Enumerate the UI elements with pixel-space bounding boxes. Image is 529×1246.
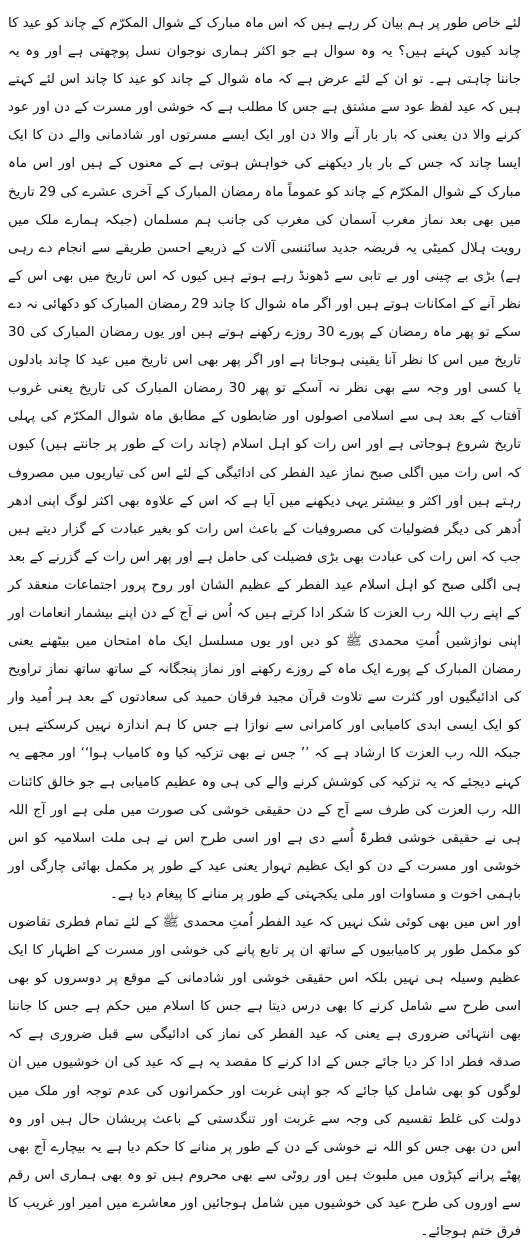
article-paragraph-2: اور اس میں بھی کوئی شک نہیں کہ عید الفطر اُمتِ محمدی ﷺ کے لئے تمام فطری تقاضوں کو مکمل طور پر کامیابیوں کے ساتھ ان پر تابع پانے کی خوشی اور مسرت کے اظہار کا ایک عظیم وسیلہ ہی نہیں بلکہ اس حقیقی خوشی اور شادمانی کے موقع پر دوسروں کو بھی اسی طرح سے شامل کرنے کا بھی درس دیتا ہے جس کا اسلام میں حکم ہے جس کا جاننا بھی انتہائی ضروری ہے یعنی کہ عید الفطر کی نماز کی ادائیگی سے قبل ضروری ہے کہ صدقہ فطر ادا کر دیا جائے جس کے ادا کرنے کا مقصد یہ ہے کہ عید کی ان خوشیوں میں ان لوگوں کو بھی شامل کیا جائے کہ جو اپنی غربت اور حکمرانوں کی عدم توجہ اور ملک میں دولت کی غلط تقسیم کی وجہ سے غربت اور تنگدستی کے باعث پریشان حال ہیں اور وہ اس دن بھی جس کو اللہ نے خوشی کے دن کے طور پر منانے کا حکم دیا ہے یہ بیچارے آج بھی پھٹے پرانے کپڑوں میں ملبوث ہیں اور روٹی سے بھی محروم ہیں تو وہ بھی ہماری اس رقم سے اوروں کی طرح عید کی خوشیوں میں شامل ہوجائیں اور معاشرے میں امیر اور غریب کا فرق ختم ہوجائے۔ bbox=[8, 915, 521, 1240]
article-paragraph-1: لئے خاص طور پر ہم بیان کر رہے ہیں کہ اس ماہ مبارک کے شوال المکرّم کے چاند کو عید کا چاند کیوں کہتے ہیں؟ یہ وہ سوال ہے جو اکثر ہماری نوجوان نسل پوچھتی ہے اور وہ یہ جاننا چاہتی ہے۔ تو ان کے لئے عرض ہے کہ ماہ شوال کے چاند کو عید کا چاند اس لئے کہتے ہیں کہ عید لفظ عود سے مشتق ہے جس کا مطلب ہے کہ خوشی اور مسرت کے دن اور عود کرنے والا دن یعنی کہ بار بار آنے والا دن اور ایک ایسے مسرتوں اور شادمانی والے دن کا ایک ایسا چاند کہ جس کے بار بار دیکھنے کی خواہش ہوتی ہے کے معنوں کے ہیں اور اس ماہ مبارک کے شوال المکرّم کے چاند کو عموماً ماہ رمضان المبارک کے آخری عشرے کی 29 تاریخ میں بھی بعد نماز مغرب آسمان کی مغرب کی جانب ہم مسلمان (جبکہ ہمارے ملک میں رویت ہلال کمیٹی یہ فریضہ جدید سائنسی آلات کے ذریعے احسن طریقے سے انجام دے رہی ہے) بڑی بے چینی اور بے تابی سے ڈھونڈ رہے ہوتے ہیں کیوں کہ اس تاریخ میں بھی اس کے نظر آنے کے امکانات ہوتے ہیں اور اگر ماہ شوال کا چاند 29 رمضان المبارک کو دکھائی نہ دے سکے تو پھر ماہ رمضان کے پورے 30 روزے رکھنے ہوتے ہیں اور یوں رمضان المبارک کی 30 تاریخ میں اس کا نظر آنا یقینی ہوجاتا ہے اور اگر پھر بھی اس تاریخ میں عید کا چاند بادلوں یا کسی اور وجہ سے بھی نظر نہ آسکے تو پھر 30 رمضان المبارک کی تاریخ یعنی غروب آفتاب کے بعد ہی سے اسلامی اصولوں اور ضابطوں کے مطابق ماہ شوال المکرّم کی پہلی تاریخ شروع ہوجاتی ہے اور اس رات کو اہل اسلام (چاند رات کے طور پر جانتے ہیں) کیوں کہ اس رات میں اگلی صبح نماز عید الفطر کی ادائیگی کے لئے اس کی تیاریوں میں مصروف رہتے ہیں اور اکثر و بیشتر یہی دیکھنے میں آیا ہے کہ اس کے علاوہ بھی اکثر لوگ اپنی ادھر اُدھر کی دیگر فضولیات کی مصروفیات کے باعث اس رات کو بغیر عبادت کے گزار دیتے ہیں جب کہ اس رات کی عبادت بھی بڑی فضیلت کی حامل ہے اور پھر اس رات کے گزرنے کے بعد ہی اگلی صبح کو اہل اسلام عید الفطر کے عظیم الشان اور روح پرور اجتماعات منعقد کر کے اپنے رب اللہ رب العزت کا شکر ادا کرتے ہیں کہ اُس نے آج کے دن اپنے بیشمار انعامات اور اپنی نوازشیں اُمتِ محمدی ﷺ کو دیں اور یوں مسلسل ایک ماہ امتحان میں بیٹھنے یعنی رمضان المبارک کے پورے ایک ماہ کے روزے رکھنے اور نماز پنجگانہ کے ساتھ ساتھ نماز تراویح کی ادائیگیوں اور کثرت سے تلاوت قرآن مجید فرقان حمید کی سعادتوں کے بعد ہر اُمید وار کو ایک ایسی ابدی کامیابی اور کامرانی سے نوازا ہے جس کا ہم اندازہ نہیں کرسکتے ہیں جبکہ اللہ رب العزت کا ارشاد ہے کہ ’’ جس نے بھی تزکیہ کیا وہ کامیاب ہوا‘‘ اور مجھے یہ کہنے دیجئے کہ یہ تزکیہ کی کوشش کرنے والے کی ہی وہ عظیم کامیابی ہے جو خالق کائنات اللہ رب العزت کی طرف سے آج کے دن حقیقی خوشی کی صورت میں ملی ہے اور آج اللہ ہی نے حقیقی خوشی فطرۃً اُسے دی ہے اور اسی طرح اس نے ہی ملت اسلامیہ کو اس خوشی اور مسرت کے دن کو ایک عظیم تہوار یعنی عید کے طور پر مکمل بھائی چارگی اور باہمی اخوت و مساوات اور ملی یکجہتی کے طور پر منانے کا پیغام دیا ہے۔ bbox=[8, 16, 521, 902]
